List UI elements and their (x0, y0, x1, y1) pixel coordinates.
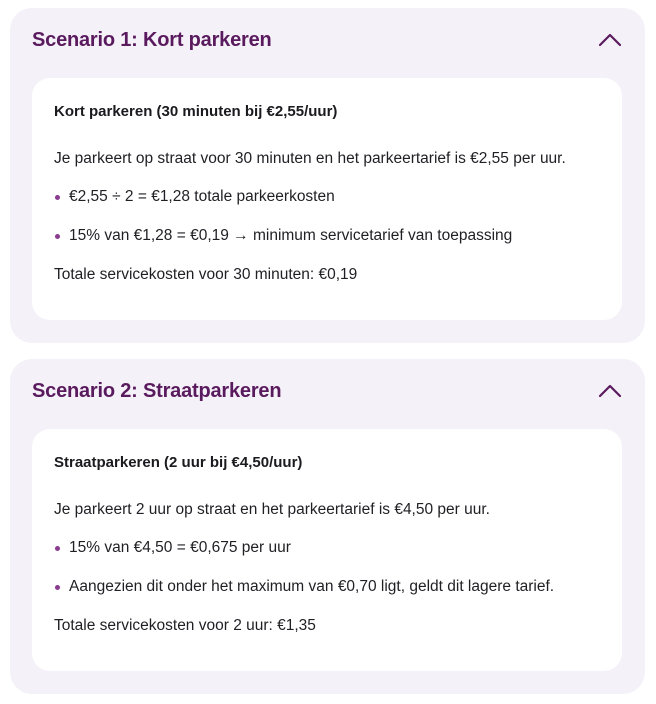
bullet-dot (55, 234, 60, 239)
scenario-2-bullet-list (54, 538, 600, 597)
list-item-text: Aangezien dit onder het maximum van €0,70 ligt, geldt dit lagere tarief. (69, 578, 555, 595)
scenario-1-card (32, 78, 622, 320)
chevron-up-icon[interactable] (597, 30, 623, 50)
scenario-1-title: Scenario 1: Kort parkeren (32, 29, 272, 51)
scenario-2-card-heading: Straatparkeren (2 uur bij €4,50/uur) (54, 454, 303, 471)
scenario-1-intro: Je parkeert op straat voor 30 minuten en het parkeertarief is €2,55 per uur. (54, 150, 566, 167)
list-item (54, 577, 600, 597)
chevron-up-icon[interactable] (597, 381, 623, 401)
scenario-2-accordion-header[interactable] (10, 359, 645, 427)
scenario-1-accordion (10, 8, 645, 343)
scenario-2-total: Totale servicekosten voor 2 uur: €1,35 (54, 617, 316, 634)
list-item-text: 15% van €1,28 = €0,19 → minimum servicetarief van toepassing (69, 227, 513, 244)
scenario-2-card (32, 429, 622, 671)
scenario-1-bullet-list (54, 187, 600, 246)
bullet-dot (55, 546, 60, 551)
scenario-2-accordion (10, 359, 645, 694)
list-item-text: 15% van €4,50 = €0,675 per uur (69, 539, 291, 556)
list-item (54, 226, 600, 246)
scenario-1-total: Totale servicekosten voor 30 minuten: €0,19 (54, 266, 358, 283)
list-item-text: €2,55 ÷ 2 = €1,28 totale parkeerkosten (69, 188, 335, 205)
bullet-dot (55, 585, 60, 590)
scenario-1-accordion-header[interactable] (10, 8, 645, 76)
scenario-2-title: Scenario 2: Straatparkeren (32, 380, 282, 402)
bullet-dot (55, 195, 60, 200)
list-item (54, 538, 600, 558)
scenario-2-intro: Je parkeert 2 uur op straat en het parkeertarief is €4,50 per uur. (54, 501, 490, 518)
scenario-1-card-heading: Kort parkeren (30 minuten bij €2,55/uur) (54, 103, 338, 120)
list-item (54, 187, 600, 207)
